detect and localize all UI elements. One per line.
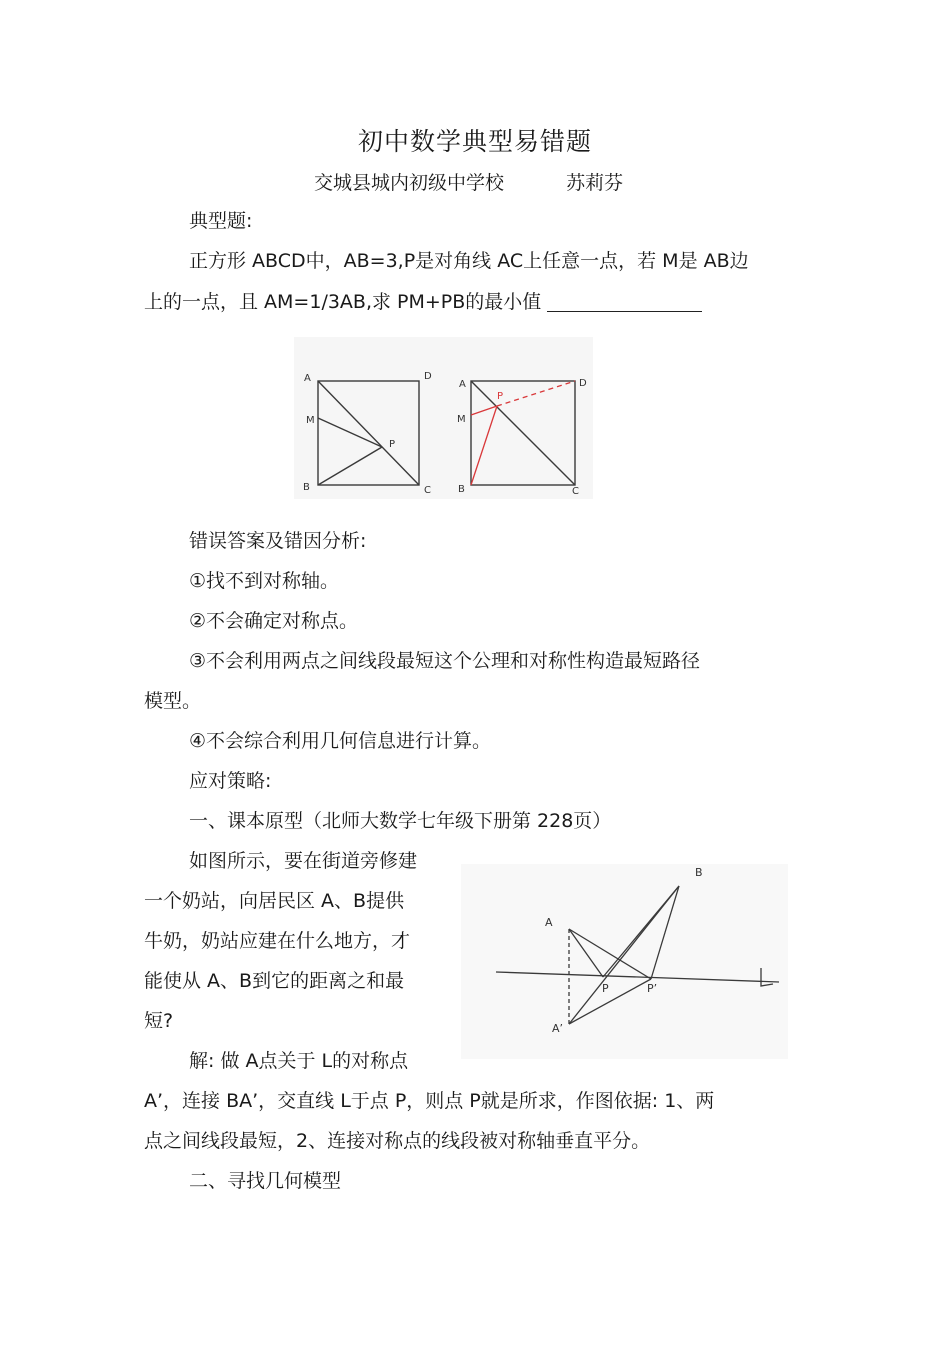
left-label-a: A xyxy=(304,373,311,384)
right-label-a: A xyxy=(459,379,466,390)
problem-line-1: 正方形 ABCD中，AB=3,P是对角线 AC上任意一点，若 M是 AB边 xyxy=(189,250,749,272)
section1-text-1: 如图所示，要在街道旁修建 xyxy=(189,850,418,872)
error-item-3-cont: 模型。 xyxy=(144,690,202,712)
section1-heading: 一、课本原型（北师大数学七年级下册第 228页） xyxy=(189,810,612,832)
left-label-m: M xyxy=(306,415,315,426)
left-label-b: B xyxy=(303,482,310,493)
author-name: 苏莉芬 xyxy=(566,172,624,194)
error-item-3: ③不会利用两点之间线段最短这个公理和对称性构造最短路径 xyxy=(189,650,701,672)
section1-text-3: 牛奶，奶站应建在什么地方，才 xyxy=(144,930,411,952)
right-label-m: M xyxy=(457,414,466,425)
left-square xyxy=(318,381,419,485)
left-label-d: D xyxy=(424,371,432,382)
right-label-p: P xyxy=(497,391,504,402)
heading-errors: 错误答案及错因分析: xyxy=(189,530,367,552)
section1-text-5: 短? xyxy=(144,1010,174,1032)
fig2-label-p: P xyxy=(602,982,609,995)
problem-line-2 xyxy=(144,289,702,315)
section1-text-6: 解: 做 A点关于 L的对称点 xyxy=(189,1050,409,1072)
fig2-label-b: B xyxy=(695,866,703,879)
fig2-label-a: A xyxy=(545,916,553,929)
right-square xyxy=(471,381,575,485)
author-school: 交城县城内初级中学校 xyxy=(314,172,505,194)
error-item-1: ①找不到对称轴。 xyxy=(189,570,340,592)
section1-text-4: 能使从 A、B到它的距离之和最 xyxy=(144,970,405,992)
answer-blank xyxy=(547,291,702,312)
figure-milk-station xyxy=(461,864,788,1059)
section1-text-2: 一个奶站，向居民区 A、B提供 xyxy=(144,890,405,912)
heading-strategy: 应对策略: xyxy=(189,770,272,792)
left-label-p: P xyxy=(389,439,396,450)
milk-station-lines xyxy=(496,886,779,1024)
left-label-c: C xyxy=(424,485,431,496)
right-label-c: C xyxy=(572,486,579,497)
right-label-d: D xyxy=(579,378,587,389)
problem-line-2-text: 上的一点，且 AM=1/3AB,求 PM+PB的最小值 xyxy=(144,291,542,313)
fig2-label-p-prime: P’ xyxy=(647,982,658,995)
figure-milk-station-svg xyxy=(461,864,788,1059)
heading-typical: 典型题: xyxy=(189,210,253,232)
figure-squares-svg xyxy=(294,337,593,499)
author-line xyxy=(314,168,623,195)
error-item-4: ④不会综合利用几何信息进行计算。 xyxy=(189,730,492,752)
section1-text-8: 点之间线段最短，2、连接对称点的线段被对称轴垂直平分。 xyxy=(144,1130,651,1152)
right-label-b: B xyxy=(458,484,465,495)
fig2-label-a-prime: A’ xyxy=(552,1022,564,1035)
page-title: 初中数学典型易错题 xyxy=(357,127,592,156)
section1-text-7: A’，连接 BA’，交直线 L于点 P，则点 P就是所求，作图依据: 1、两 xyxy=(144,1090,715,1112)
figure-squares xyxy=(294,337,593,499)
error-item-2: ②不会确定对称点。 xyxy=(189,610,359,632)
section2-heading: 二、寻找几何模型 xyxy=(189,1170,342,1192)
